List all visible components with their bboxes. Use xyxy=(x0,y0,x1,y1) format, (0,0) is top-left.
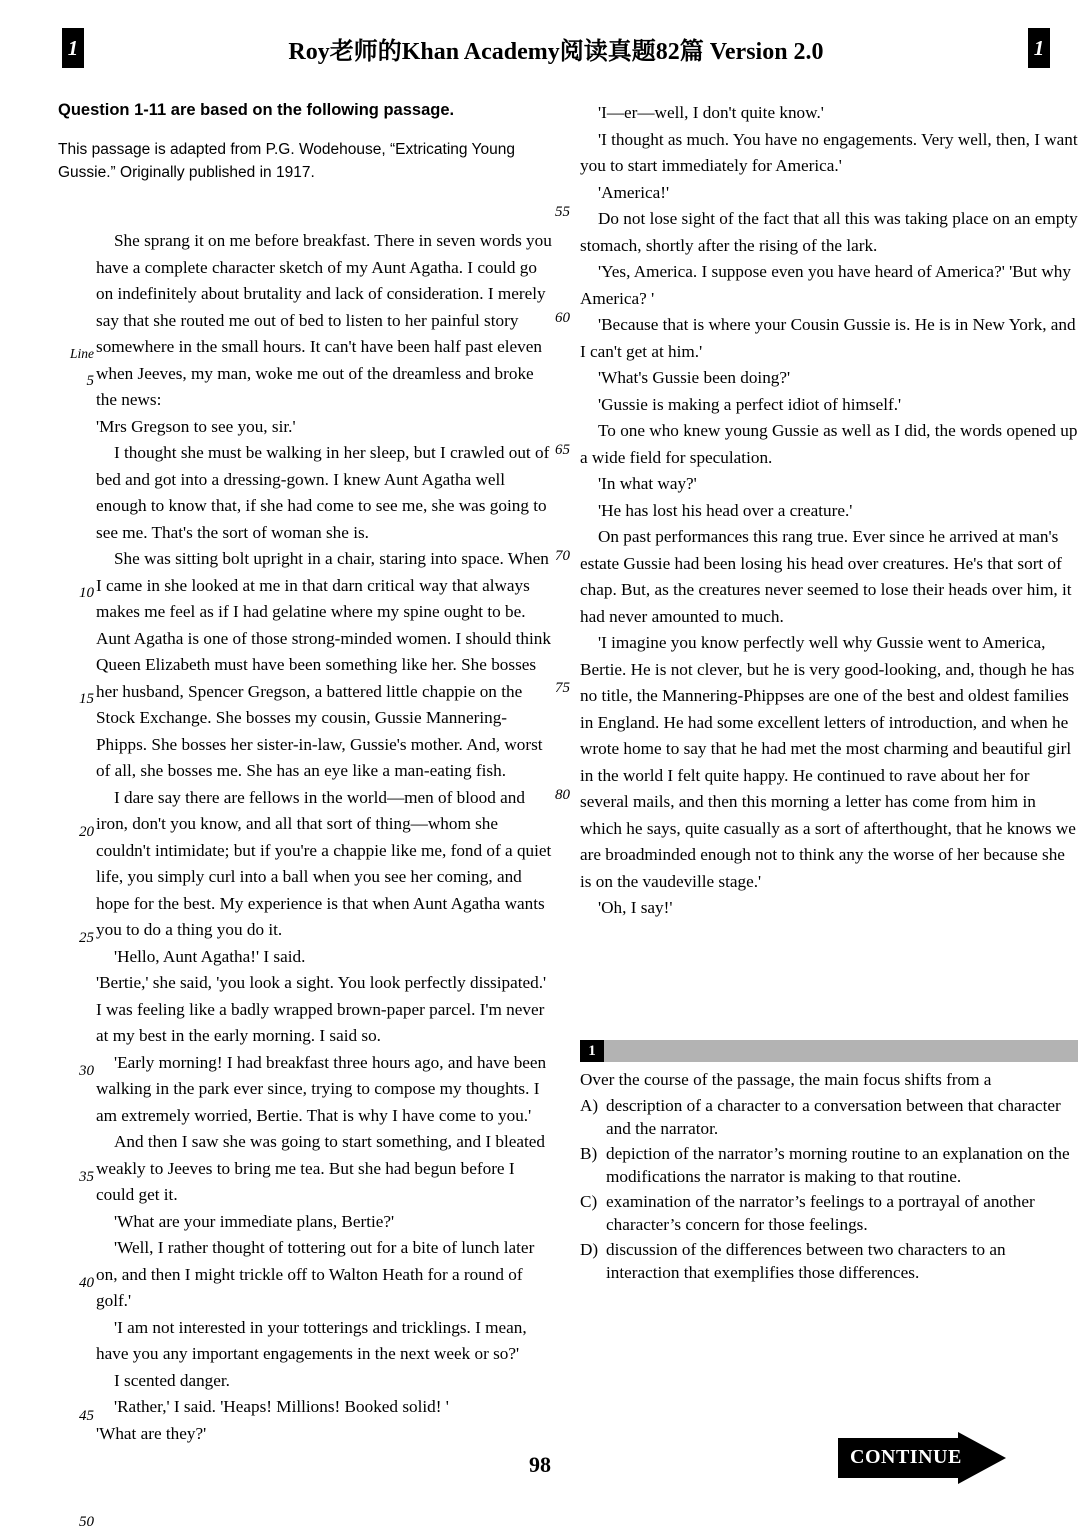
answer-choice-b[interactable] xyxy=(580,1142,1078,1189)
line-number-70: 70 xyxy=(555,548,570,564)
question-number-bar xyxy=(580,1040,1078,1062)
passage-paragraph: I dare say there are fellows in the world—men of blood and iron, don't you know, and all that sort of thing—whom she couldn't intimidate; but if you're a chappie like me, fond of a quiet life, you simply curl into a ball when you see her coming, and hope for the best. My experience is that when Aunt Agatha wants you to do a thing you do it. xyxy=(96,787,552,940)
passage-paragraph: And then I saw she was going to start something, and I bleated weakly to Jeeves to bring me tea. But she had begun before I could get it. xyxy=(96,1132,546,1205)
choice-text: examination of the narrator’s feelings to a portrayal of another character’s concern for those feelings. xyxy=(606,1191,1035,1234)
page-title: Roy老师的Khan Academy阅读真题82篇 Version 2.0 xyxy=(288,38,824,65)
line-number-60: 60 xyxy=(555,310,570,326)
line-number-30: 30 xyxy=(79,1063,94,1080)
answer-choice-a[interactable] xyxy=(580,1094,1078,1141)
passage-paragraph: 'What are they?' xyxy=(96,1423,207,1443)
passage-paragraph: I was feeling like a badly wrapped brown-paper parcel. I'm never at my best in the early morning. I said so. xyxy=(96,999,545,1046)
passage-paragraph: She sprang it on me before breakfast. There in seven words you have a complete character sketch of my Aunt Agatha. I could go on indefinitely about brutality and lack of consideration. I merely say that she routed me out of bed to listen to her painful story somewhere in the small hours. It can't have been half past eleven when Jeeves, my man, woke me out of the dreamless and broke the news: xyxy=(96,231,552,410)
passage-paragraph: Do not lose sight of the fact that all this was taking place on an empty stomach, shortly after the rising of the lark. xyxy=(580,209,1078,255)
passage-paragraph: 'He has lost his head over a creature.' xyxy=(598,500,853,520)
passage-paragraph: 'What's Gussie been doing?' xyxy=(598,368,791,387)
line-number-75: 75 xyxy=(555,680,570,696)
passage-paragraph: I scented danger. xyxy=(114,1370,230,1390)
passage-paragraph: 'Gussie is making a perfect idiot of himself.' xyxy=(598,394,902,414)
passage-paragraph: She was sitting bolt upright in a chair, staring into space. When I came in she looked at me in that darn critical way that always makes me feel as if I had gelatine where my spine ought to be. Aunt Agatha is one of those strong-minded women. I should think Queen Elizabeth must have been something like her. She bosses her husband, Spencer Gregson, a battered little chappie on the Stock Exchange. She bosses my cousin, Gussie Mannering-Phipps. She bosses her sister-in-law, Gussie's mother. And, worst of all, she bosses me. She has an eye like a man-eating fish. xyxy=(96,549,551,781)
passage-paragraph: I thought she must be walking in her sleep, but I crawled out of bed and got into a dressing-gown. I knew Aunt Agatha well enough to know that, if she had come to see me, she was going to see me. That's the sort of woman she is. xyxy=(96,443,550,542)
line-number-10: 10 xyxy=(79,585,94,602)
header-page-number-left: 1 xyxy=(67,35,79,60)
passage-text-right xyxy=(580,100,1078,922)
passage-paragraph: 'Because that is where your Cousin Gussie is. He is in New York, and I can't get at him.' xyxy=(580,315,1076,361)
page-header xyxy=(62,28,1050,68)
line-number-50: 50 xyxy=(79,1514,94,1531)
header-page-number-right: 1 xyxy=(1033,35,1045,60)
continue-arrow xyxy=(838,1432,1008,1484)
passage-paragraph: 'What are your immediate plans, Bertie?' xyxy=(114,1211,395,1231)
passage-paragraph: 'I am not interested in your totterings and tricklings. I mean, have you any important engagements in the next week or so?' xyxy=(96,1317,527,1364)
passage-source-note: This passage is adapted from P.G. Wodehouse, “Extricating Young Gussie.” Originally published in 1917. xyxy=(58,141,515,181)
choice-text: description of a character to a conversation between that character and the narrator. xyxy=(606,1095,1061,1138)
passage-paragraph: 'Oh, I say!' xyxy=(598,898,673,917)
answer-choice-c[interactable] xyxy=(580,1190,1078,1237)
passage-paragraph: To one who knew young Gussie as well as I did, the words opened up a wide field for speculation. xyxy=(580,421,1078,467)
choice-letter: A) xyxy=(580,1095,599,1115)
passage-paragraph: 'Rather,' I said. 'Heaps! Millions! Booked solid! ' xyxy=(114,1397,449,1417)
passage-paragraph: 'I thought as much. You have no engagements. Very well, then, I want you to start immediately for America.' xyxy=(580,129,1078,175)
line-number-25: 25 xyxy=(79,930,94,947)
continue-label: CONTINUE xyxy=(850,1446,962,1468)
passage-paragraph: 'Bertie,' she said, 'you look a sight. You look perfectly dissipated.' xyxy=(96,973,547,993)
question-block xyxy=(580,1040,1078,1286)
passage-paragraph: 'I—er—well, I don't quite know.' xyxy=(598,103,824,122)
question-number: 1 xyxy=(580,1040,604,1062)
answer-choice-d[interactable] xyxy=(580,1238,1078,1285)
passage-paragraph: 'I imagine you know perfectly well why Gussie went to America, Bertie. He is not clever, but he is very good-looking, and, though he has no title, the Mannering-Phippses are one of the best and oldest families in England. He had some excellent letters of introduction, and when he wrote home to say that he had met the most charming and beautiful girl in the world I felt quite happy. He continued to rave about her for several mails, and then this morning a letter has come from him in which he says, quite casually as a sort of afterthought, that he knows we are broadminded enough not to think any the worse of her because she is on the vaudeville stage.' xyxy=(580,633,1076,891)
passage-paragraph: 'Well, I rather thought of tottering out for a bite of lunch later on, and then I might trickle off to Walton Heath for a round of golf.' xyxy=(96,1238,535,1311)
choice-letter: C) xyxy=(580,1191,598,1211)
line-number-15: 15 xyxy=(79,691,94,708)
passage-text-left xyxy=(96,228,556,1447)
choice-text: depiction of the narrator’s morning routine to an explanation on the modifications the narrator is making to that routine. xyxy=(606,1143,1070,1186)
passage-paragraph: 'Early morning! I had breakfast three hours ago, and have been walking in the park ever since, trying to compose my thoughts. I am extremely worried, Bertie. That is why I have come to you.' xyxy=(96,1052,547,1125)
line-number-45: 45 xyxy=(79,1408,94,1425)
line-number-5: 5 xyxy=(86,373,94,390)
passage-paragraph: 'In what way?' xyxy=(598,474,697,493)
line-number-80: 80 xyxy=(555,787,570,803)
choice-letter: B) xyxy=(580,1143,598,1163)
line-number-35: 35 xyxy=(79,1169,94,1186)
passage-paragraph: 'Hello, Aunt Agatha!' I said. xyxy=(114,946,306,966)
choice-text: discussion of the differences between two characters to an interaction that exemplifies those differences. xyxy=(606,1239,1006,1282)
line-number-65: 65 xyxy=(555,442,570,458)
answer-choices xyxy=(580,1094,1078,1285)
header-page-marker-left xyxy=(62,28,84,68)
line-number-55: 55 xyxy=(555,204,570,220)
passage-paragraph: On past performances this rang true. Ever since he arrived at man's estate Gussie had been losing his head over creatures. He's that sort of chap. But, as the creatures never seemed to lose their heads over him, it had never amounted to much. xyxy=(580,527,1072,626)
header-title-wrap xyxy=(84,28,1028,68)
header-page-marker-right xyxy=(1028,28,1050,68)
passage-paragraph: 'Yes, America. I suppose even you have heard of America?' 'But why America? ' xyxy=(580,262,1071,308)
line-number-20: 20 xyxy=(79,824,94,841)
question-range-heading: Question 1-11 are based on the following passage. xyxy=(58,101,455,119)
passage-column-right xyxy=(555,100,1078,922)
passage-body-right xyxy=(555,100,1078,922)
passage-paragraph: 'Mrs Gregson to see you, sir.' xyxy=(96,416,296,436)
footer-page-number: 98 xyxy=(529,1452,551,1477)
line-number-40: 40 xyxy=(79,1275,94,1292)
question-stem: Over the course of the passage, the main focus shifts from a xyxy=(580,1070,992,1089)
line-label: Line xyxy=(69,346,94,362)
passage-paragraph: 'America!' xyxy=(598,182,670,202)
choice-letter: D) xyxy=(580,1239,599,1259)
